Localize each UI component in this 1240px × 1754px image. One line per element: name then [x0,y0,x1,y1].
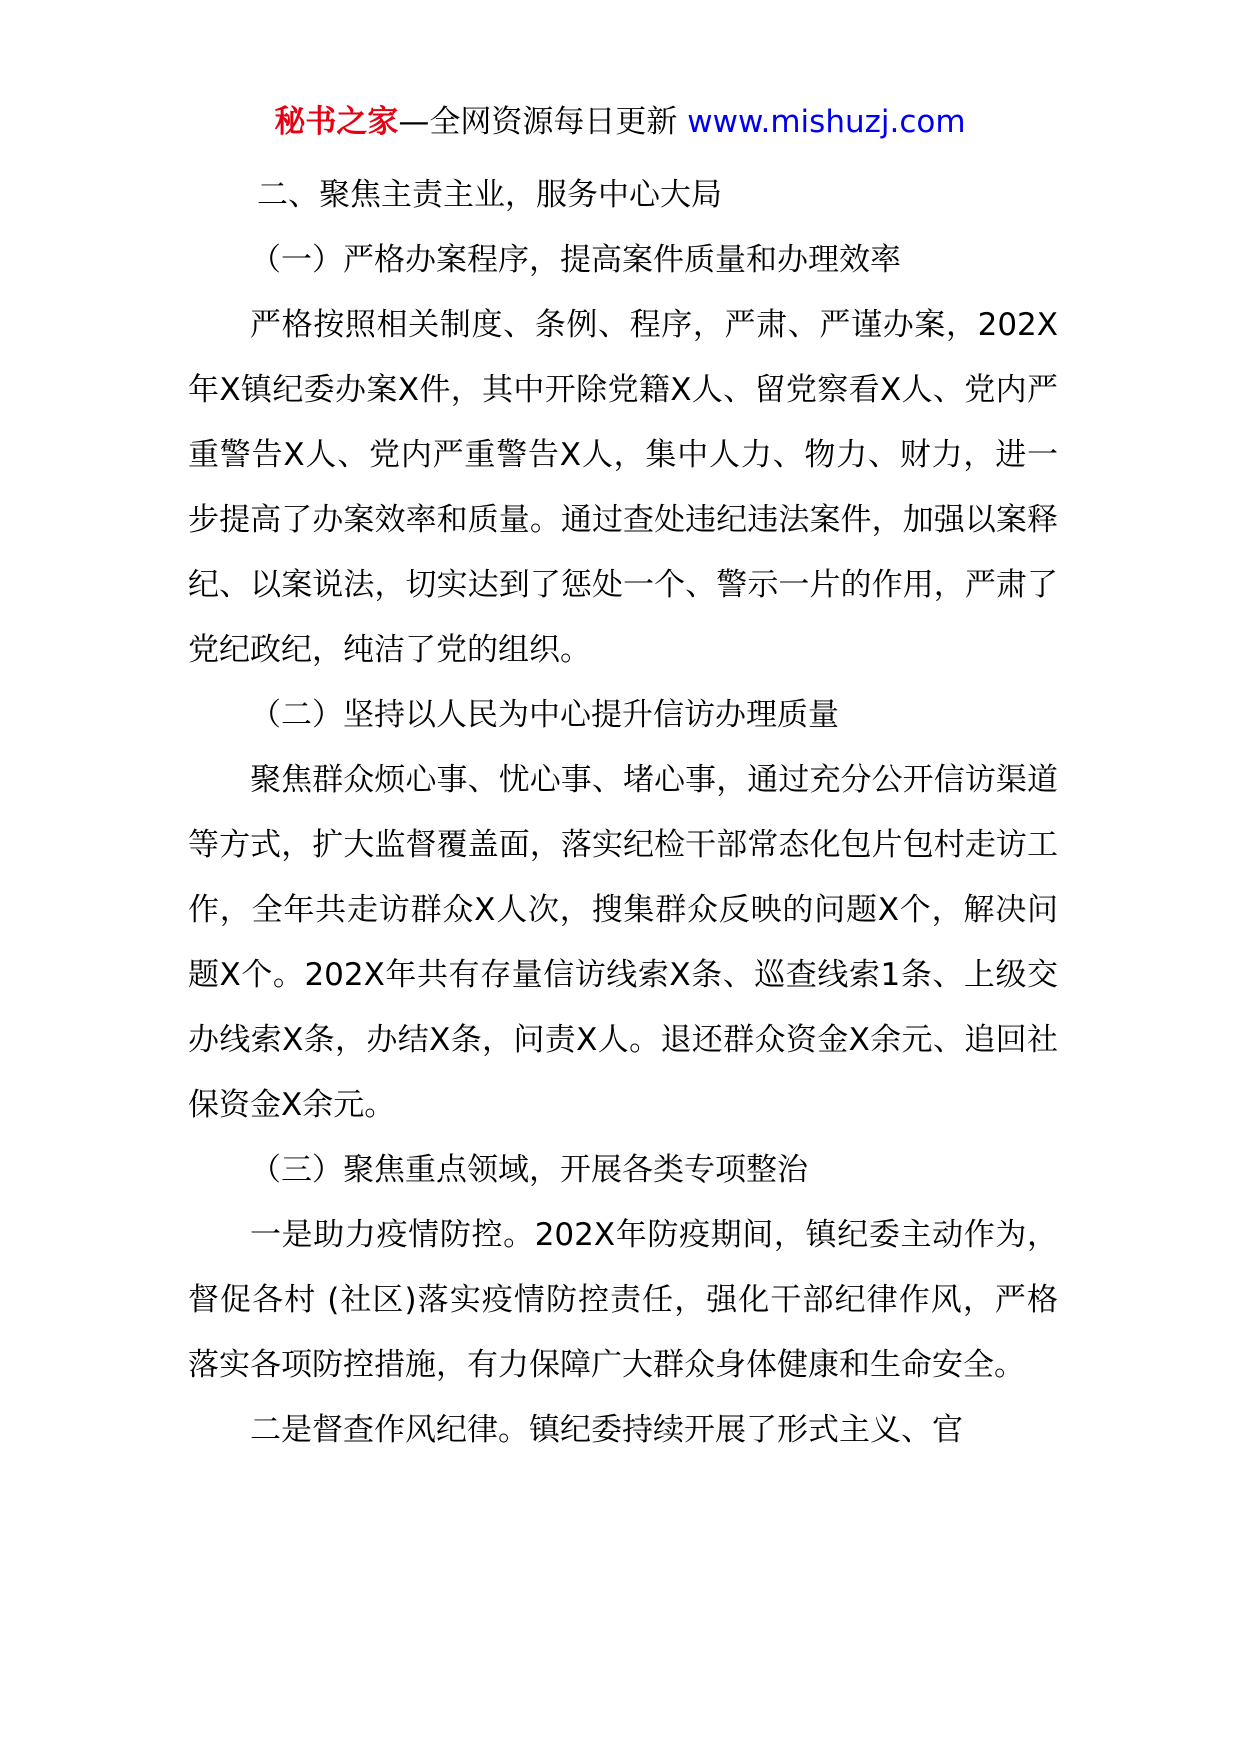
header-tagline: —全网资源每日更新 [398,104,688,140]
page-header [0,100,1240,144]
body-paragraph: 一是助力疫情防控。202X年防疫期间，镇纪委主动作为，督促各村 (社区)落实疫情防控责任，强化干部纪律作风，严格落实各项防控措施，有力保障广大群众身体健康和生命安全。 [188,1217,1058,1383]
body-paragraph: 严格按照相关制度、条例、程序，严肃、严谨办案，202X年X镇纪委办案X件，其中开除党籍X人、留党察看X人、党内严重警告X人、党内严重警告X人，集中人力、物力、财力，进一步提高了办案效率和质量。通过查处违纪违法案件，加强以案释纪、以案说法，切实达到了惩处一个、警示一片的作用，严肃了党纪政纪，纯洁了党的组织。 [188,307,1058,668]
body-paragraph: 二是督查作风纪律。镇纪委持续开展了形式主义、官 [250,1412,963,1448]
body-paragraph: 聚焦群众烦心事、忧心事、堵心事，通过充分公开信访渠道等方式，扩大监督覆盖面，落实纪检干部常态化包片包村走访工作，全年共走访群众X人次，搜集群众反映的问题X个，解决问题X个。202X年共有存量信访线索X条、巡查线索1条、上级交办线索X条，办结X条，问责X人。退还群众资金X余元、追回社保资金X余元。 [188,762,1058,1123]
subsection-heading: （二）坚持以人民为中心提升信访办理质量 [250,697,839,733]
document-body [188,163,1058,1463]
brand-name: 秘书之家 [274,104,399,140]
header-url[interactable]: www.mishuzj.com [687,104,966,140]
section-heading: 二、聚焦主责主业，服务中心大局 [257,177,722,213]
subsection-heading: （一）严格办案程序，提高案件质量和办理效率 [250,242,901,278]
subsection-heading: （三）聚焦重点领域，开展各类专项整治 [250,1152,808,1188]
